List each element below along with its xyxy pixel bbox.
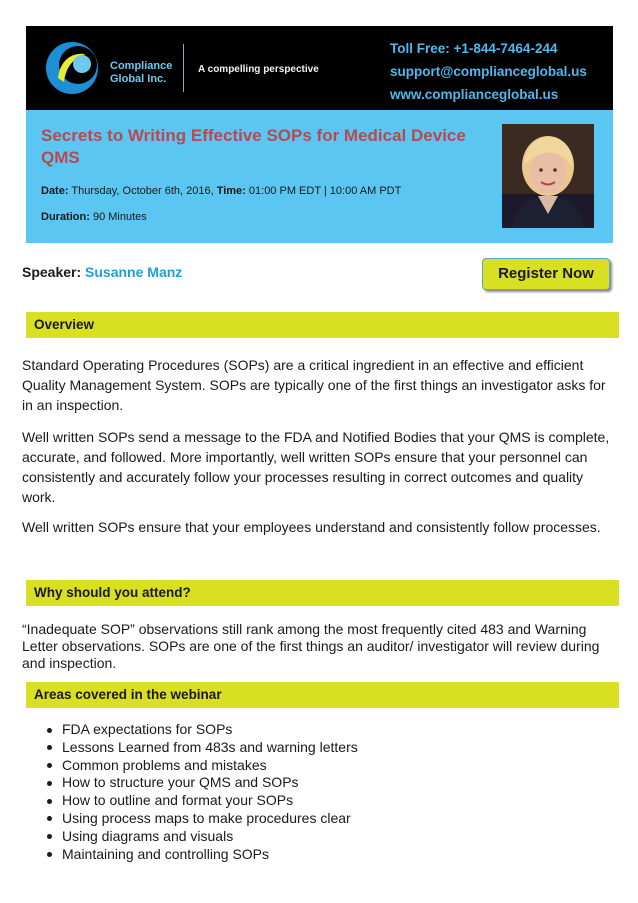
register-now-button[interactable]: Register Now bbox=[482, 258, 610, 290]
areas-covered-list bbox=[22, 721, 358, 863]
speaker-line bbox=[22, 264, 182, 280]
speaker-photo bbox=[502, 124, 594, 228]
header-banner bbox=[26, 26, 613, 110]
overview-paragraph-1: Standard Operating Procedures (SOPs) are a critical ingredient in an effective and efficient Quality Management System. SOPs are typically one of the first things an investigator asks for in an inspection. bbox=[22, 357, 606, 413]
why-attend-text: “Inadequate SOP” observations still rank among the most frequently cited 483 and Warning Letter observations. SOPs are one of the first things an auditor/ investigator will review during and inspection. bbox=[22, 621, 600, 671]
overview-paragraph-3: Well written SOPs ensure that your employees understand and consistently follow processes. bbox=[22, 519, 601, 535]
toll-free-number[interactable]: Toll Free: +1-844-7464-244 bbox=[390, 41, 558, 56]
date-time-line bbox=[41, 185, 401, 197]
contact-info bbox=[390, 37, 587, 106]
webinar-title-block bbox=[26, 110, 613, 243]
website-link[interactable]: www.complianceglobal.us bbox=[390, 87, 559, 102]
logo-line-2: Global Inc. bbox=[110, 73, 167, 85]
list-item: Lessons Learned from 483s and warning letters bbox=[22, 739, 358, 757]
duration-value: 90 Minutes bbox=[89, 211, 147, 223]
time-value: 01:00 PM EDT | 10:00 AM PDT bbox=[245, 185, 402, 197]
date-label: Date: bbox=[41, 185, 69, 197]
speaker-name[interactable]: Susanne Manz bbox=[85, 264, 183, 280]
list-item: Using diagrams and visuals bbox=[22, 828, 358, 846]
support-email[interactable]: support@complianceglobal.us bbox=[390, 64, 587, 79]
speaker-label: Speaker: bbox=[22, 264, 86, 280]
list-item: Maintaining and controlling SOPs bbox=[22, 846, 358, 864]
list-item: Using process maps to make procedures clear bbox=[22, 810, 358, 828]
duration-label: Duration: bbox=[41, 211, 90, 223]
webinar-title: Secrets to Writing Effective SOPs for Medical Device QMS bbox=[41, 126, 466, 167]
tagline: A compelling perspective bbox=[198, 64, 319, 75]
time-label: Time: bbox=[213, 185, 246, 197]
logo-divider bbox=[183, 44, 184, 92]
logo-line-1: Compliance bbox=[110, 60, 173, 72]
date-value: Thursday, October 6th, 2016, bbox=[68, 185, 214, 197]
areas-covered-heading: Areas covered in the webinar bbox=[26, 682, 619, 708]
overview-paragraph-2: Well written SOPs send a message to the FDA and Notified Bodies that your QMS is complete, accurate, and followed. More importantly, well written SOPs ensure that your personnel can consistently and accurately follow your processes resulting in correct outcomes and quality work. bbox=[22, 429, 610, 505]
logo-text bbox=[110, 60, 172, 86]
why-attend-heading: Why should you attend? bbox=[26, 580, 619, 606]
overview-heading: Overview bbox=[26, 312, 619, 338]
duration-line bbox=[41, 211, 147, 223]
list-item: FDA expectations for SOPs bbox=[22, 721, 358, 739]
list-item: Common problems and mistakes bbox=[22, 757, 358, 775]
list-item: How to outline and format your SOPs bbox=[22, 792, 358, 810]
list-item: How to structure your QMS and SOPs bbox=[22, 774, 358, 792]
compliance-global-logo-icon bbox=[42, 38, 102, 98]
